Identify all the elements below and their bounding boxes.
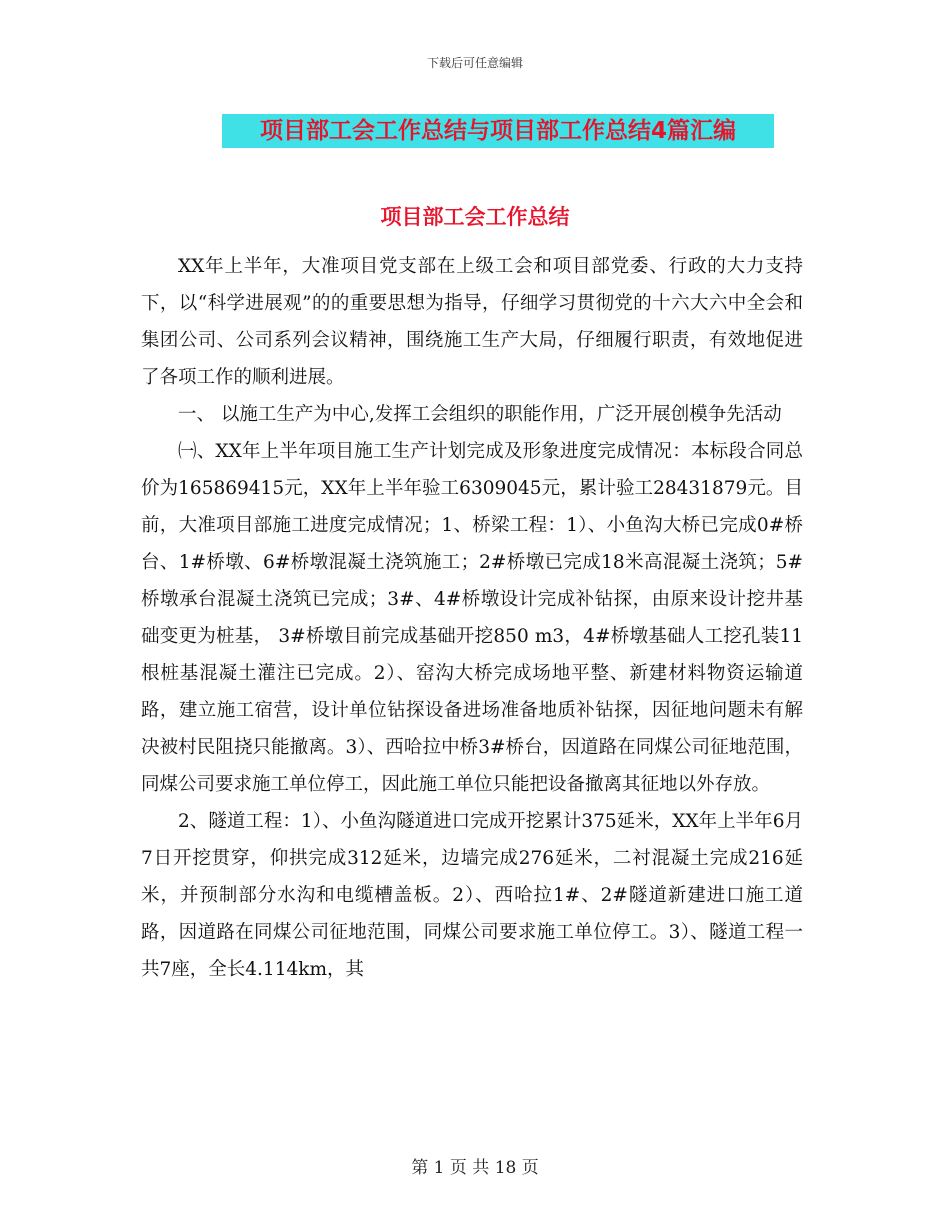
document-title: 项目部工会工作总结与项目部工作总结4篇汇编 — [222, 114, 774, 148]
page-footer: 第 1 页 共 18 页 — [411, 1158, 539, 1178]
paragraph-heading-1: 一、 以施工生产为中心,发挥工会组织的职能作用，广泛开展创模争先活动 — [178, 404, 782, 425]
paragraph-progress: ㈠、XX年上半年项目施工生产计划完成及形象进度完成情况：本标段合同总价为165869415元，XX年上半年验工6309045元，累计验工28431879元。目前，大准项目部施工进度完成情况；1、桥梁工程：1）、小鱼沟大桥已完成0#桥台、1#桥墩、6#桥墩混凝土浇筑施工；2#桥墩已完成18米高混凝土浇筑；5#桥墩承台混凝土浇筑已完成；3#、4#桥墩设计完成补钻探，由原来设计挖井基础变更为桩基， 3#桥墩目前完成基础开挖850 m3，4#桥墩基础人工挖孔装11根桩基混凝土灌注已完成。2）、窑沟大桥完成场地平整、新建材料物资运输道路，建立施工宿营，设计单位钻探设备进场准备地质补钻探，因征地问题未有解决被村民阻挠只能撤离。3）、西哈拉中桥3#桥台，因道路在同煤公司征地范围，同煤公司要求施工单位停工，因此施工单位只能把设备撤离其征地以外存放。 — [141, 441, 803, 795]
document-body — [141, 248, 803, 988]
paragraph-tunnel: 2、隧道工程：1）、小鱼沟隧道进口完成开挖累计375延米，XX年上半年6月7日开挖贯穿，仰拱完成312延米，边墙完成276延米，二衬混凝土完成216延米，并预制部分水沟和电缆槽盖板。2）、西哈拉1#、2#隧道新建进口施工道路，因道路在同煤公司征地范围，同煤公司要求施工单位停工。3）、隧道工程一共7座，全长4.114km，其 — [141, 811, 803, 980]
header-note: 下载后可任意编辑 — [426, 56, 523, 70]
paragraph-intro: XX年上半年，大准项目党支部在上级工会和项目部党委、行政的大力支持下，以“科学进展观”的的重要思想为指导，仔细学习贯彻党的十六大六中全会和集团公司、公司系列会议精神，围绕施工生产大局，仔细履行职责，有效地促进了各项工作的顺利进展。 — [141, 256, 803, 388]
section-title: 项目部工会工作总结 — [380, 205, 570, 229]
